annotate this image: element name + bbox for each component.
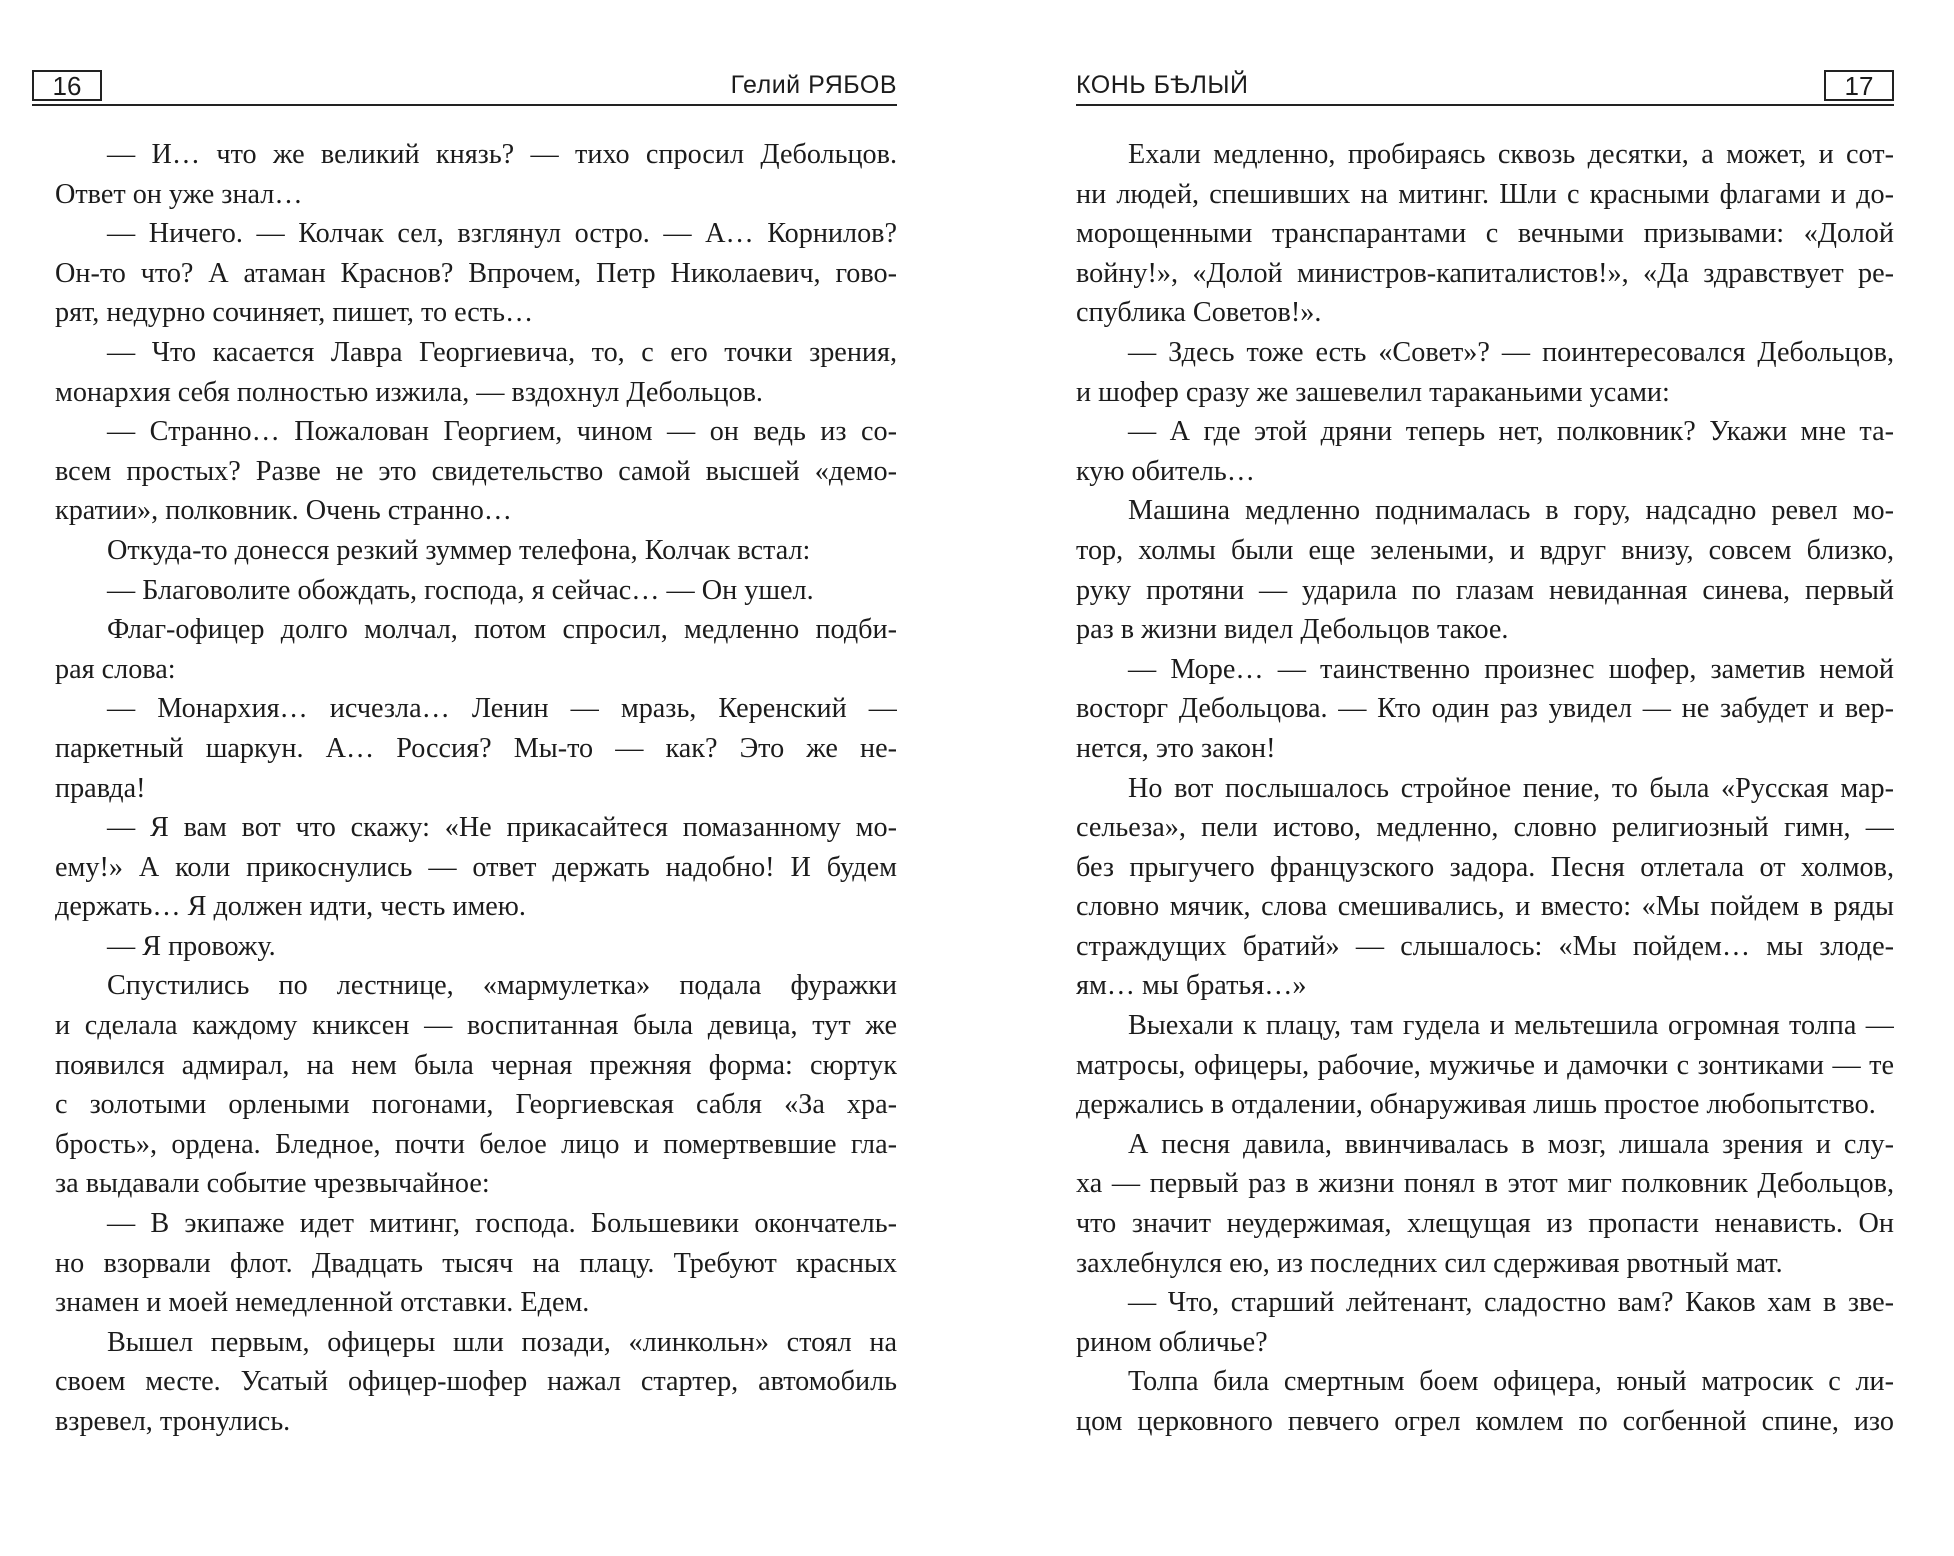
text-line: восторг Дебольцова. — Кто один раз увидел — не забудет и вер- <box>1076 693 1894 725</box>
text-line: всем простых? Разве не это свидетельство самой высшей «демо- <box>55 455 897 487</box>
text-line: — Благоволите обождать, господа, я сейчас… — Он ушел. <box>107 574 814 606</box>
text-line: — Ничего. — Колчак сел, взглянул остро. — А… Корнилов? <box>107 218 897 250</box>
text-line: рином обличье? <box>1076 1326 1268 1358</box>
text-line: Но вот послышалось стройное пение, то была «Русская мар- <box>1128 772 1894 804</box>
text-line: — А где этой дряни теперь нет, полковник? Укажи мне та- <box>1128 416 1894 448</box>
text-line: — И… что же великий князь? — тихо спросил Дебольцов. <box>107 139 897 170</box>
text-line: Откуда-то донесся резкий зуммер телефона, Колчак встал: <box>107 534 811 566</box>
text-line: держать… Я должен идти, честь имею. <box>55 891 526 923</box>
right-running-head: КОНЬ БѢЛЫЙ <box>1076 71 1249 99</box>
text-line: и сделала каждому книксен — воспитанная была девица, тут же <box>55 1010 897 1042</box>
right-page <box>977 0 1954 1556</box>
text-line: — Я вам вот что скажу: «Не прикасайтеся помазанному мо- <box>107 812 897 844</box>
text-line: морощенными транспарантами с вечными призывами: «Долой <box>1076 218 1894 250</box>
text-line: — Море… — таинственно произнес шофер, заметив немой <box>1128 653 1894 685</box>
left-running-head: Гелий РЯБОВ <box>730 71 897 99</box>
text-line: Вышел первым, офицеры шли позади, «линкольн» стоял на <box>107 1326 897 1358</box>
text-line: правда! <box>55 772 146 804</box>
text-line: кую обитель… <box>1076 455 1255 487</box>
text-line: — Здесь тоже есть «Совет»? — поинтересовался Дебольцов, <box>1128 336 1894 368</box>
text-line: но взорвали флот. Двадцать тысяч на плацу. Требуют красных <box>55 1247 897 1279</box>
right-page-number: 17 <box>1824 70 1894 101</box>
text-line: Выехали к плацу, там гудела и мельтешила огромная толпа — <box>1128 1010 1894 1042</box>
text-line: ха — первый раз в жизни понял в этот миг полковник Дебольцов, <box>1076 1168 1894 1200</box>
text-line: руку протяни — ударила по глазам невиданная синева, первый <box>1076 574 1894 606</box>
text-line: нется, это закон! <box>1076 732 1276 764</box>
text-line: захлебнулся ею, из последних сил сдерживая рвотный мат. <box>1076 1247 1783 1279</box>
text-line: войну!», «Долой министров-капиталистов!», «Да здравствует ре- <box>1076 257 1894 289</box>
left-page-text <box>55 135 897 1442</box>
text-line: — Я провожу. <box>107 930 276 962</box>
text-line: кратии», полковник. Очень странно… <box>55 495 512 527</box>
text-line: Ответ он уже знал… <box>55 178 303 210</box>
text-line: сельеза», пели истово, медленно, словно религиозный гимн, — <box>1076 812 1894 844</box>
text-line: — Что, старший лейтенант, сладостно вам? Каков хам в зве- <box>1128 1287 1894 1319</box>
text-line: словно мячик, слова смешивались, и вместо: «Мы пойдем в ряды <box>1076 891 1894 923</box>
text-line: — Что касается Лавра Георгиевича, то, с его точки зрения, <box>107 336 897 368</box>
text-line: цом церковного певчего огрел комлем по согбенной спине, изо <box>1076 1406 1894 1437</box>
left-page-header <box>32 70 897 106</box>
text-line: Ехали медленно, пробираясь сквозь десятки, а может, и сот- <box>1128 139 1894 170</box>
text-line: ни людей, спешивших на митинг. Шли с красными флагами и до- <box>1076 178 1894 210</box>
text-line: и шофер сразу же зашевелил тараканьими усами: <box>1076 376 1670 408</box>
text-line: брость», ордена. Бледное, почти белое лицо и помертвевшие гла- <box>55 1128 897 1160</box>
left-page-number: 16 <box>32 70 102 101</box>
text-line: ему!» А коли прикоснулись — ответ держать надобно! И будем <box>55 851 897 883</box>
text-line: Он-то что? А атаман Краснов? Впрочем, Петр Николаевич, гово- <box>55 257 897 289</box>
text-line: — Монархия… исчезла… Ленин — мразь, Керенский — <box>107 693 897 725</box>
text-line: — Странно… Пожалован Георгием, чином — он ведь из со- <box>107 416 897 448</box>
text-line: — В экипаже идет митинг, господа. Большевики окончатель- <box>107 1208 897 1240</box>
text-line: тор, холмы были еще зелеными, и вдруг внизу, совсем близко, <box>1076 534 1894 566</box>
text-line: Спустились по лестнице, «мармулетка» подала фуражки <box>107 970 897 1002</box>
text-line: взревел, тронулись. <box>55 1406 291 1437</box>
text-line: А песня давила, ввинчивалась в мозг, лишала зрения и слу- <box>1128 1128 1894 1160</box>
text-line: за выдавали событие чрезвычайное: <box>55 1168 490 1200</box>
text-line: знамен и моей немедленной отставки. Едем. <box>55 1287 590 1319</box>
text-line: паркетный шаркун. А… Россия? Мы-то — как? Это же не- <box>55 732 897 764</box>
text-line: держались в отдалении, обнаруживая лишь простое любопытство. <box>1076 1089 1876 1121</box>
text-line: с золотыми орлеными погонами, Георгиевская сабля «За хра- <box>55 1089 897 1121</box>
text-line: Машина медленно поднималась в гору, надсадно ревел мо- <box>1128 495 1894 527</box>
text-line: монархия себя полностью изжила, — вздохнул Дебольцов. <box>55 376 763 408</box>
text-line: страждущих братий» — слышалось: «Мы пойдем… мы злоде- <box>1076 930 1894 962</box>
text-line: Толпа била смертным боем офицера, юный матросик с ли- <box>1128 1366 1894 1398</box>
text-line: без прыгучего французского задора. Песня отлетала от холмов, <box>1076 851 1894 883</box>
text-line: появился адмирал, на нем была черная прежняя форма: сюртук <box>55 1049 897 1081</box>
text-line: матросы, офицеры, рабочие, мужичье и дамочки с зонтиками — те <box>1076 1049 1894 1081</box>
text-line: спублика Советов!». <box>1076 297 1322 329</box>
text-line: рят, недурно сочиняет, пишет, то есть… <box>55 297 534 329</box>
text-line: Флаг-офицер долго молчал, потом спросил, медленно подби- <box>107 614 897 646</box>
text-line: что значит неудержимая, хлещущая из пропасти ненависть. Он <box>1076 1208 1894 1240</box>
text-line: рая слова: <box>55 653 176 685</box>
right-page-header <box>1076 70 1894 106</box>
text-line: ям… мы братья…» <box>1076 970 1307 1002</box>
text-line: своем месте. Усатый офицер-шофер нажал стартер, автомобиль <box>55 1366 897 1398</box>
right-page-text <box>1076 135 1894 1442</box>
text-line: раз в жизни видел Дебольцов такое. <box>1076 614 1509 646</box>
